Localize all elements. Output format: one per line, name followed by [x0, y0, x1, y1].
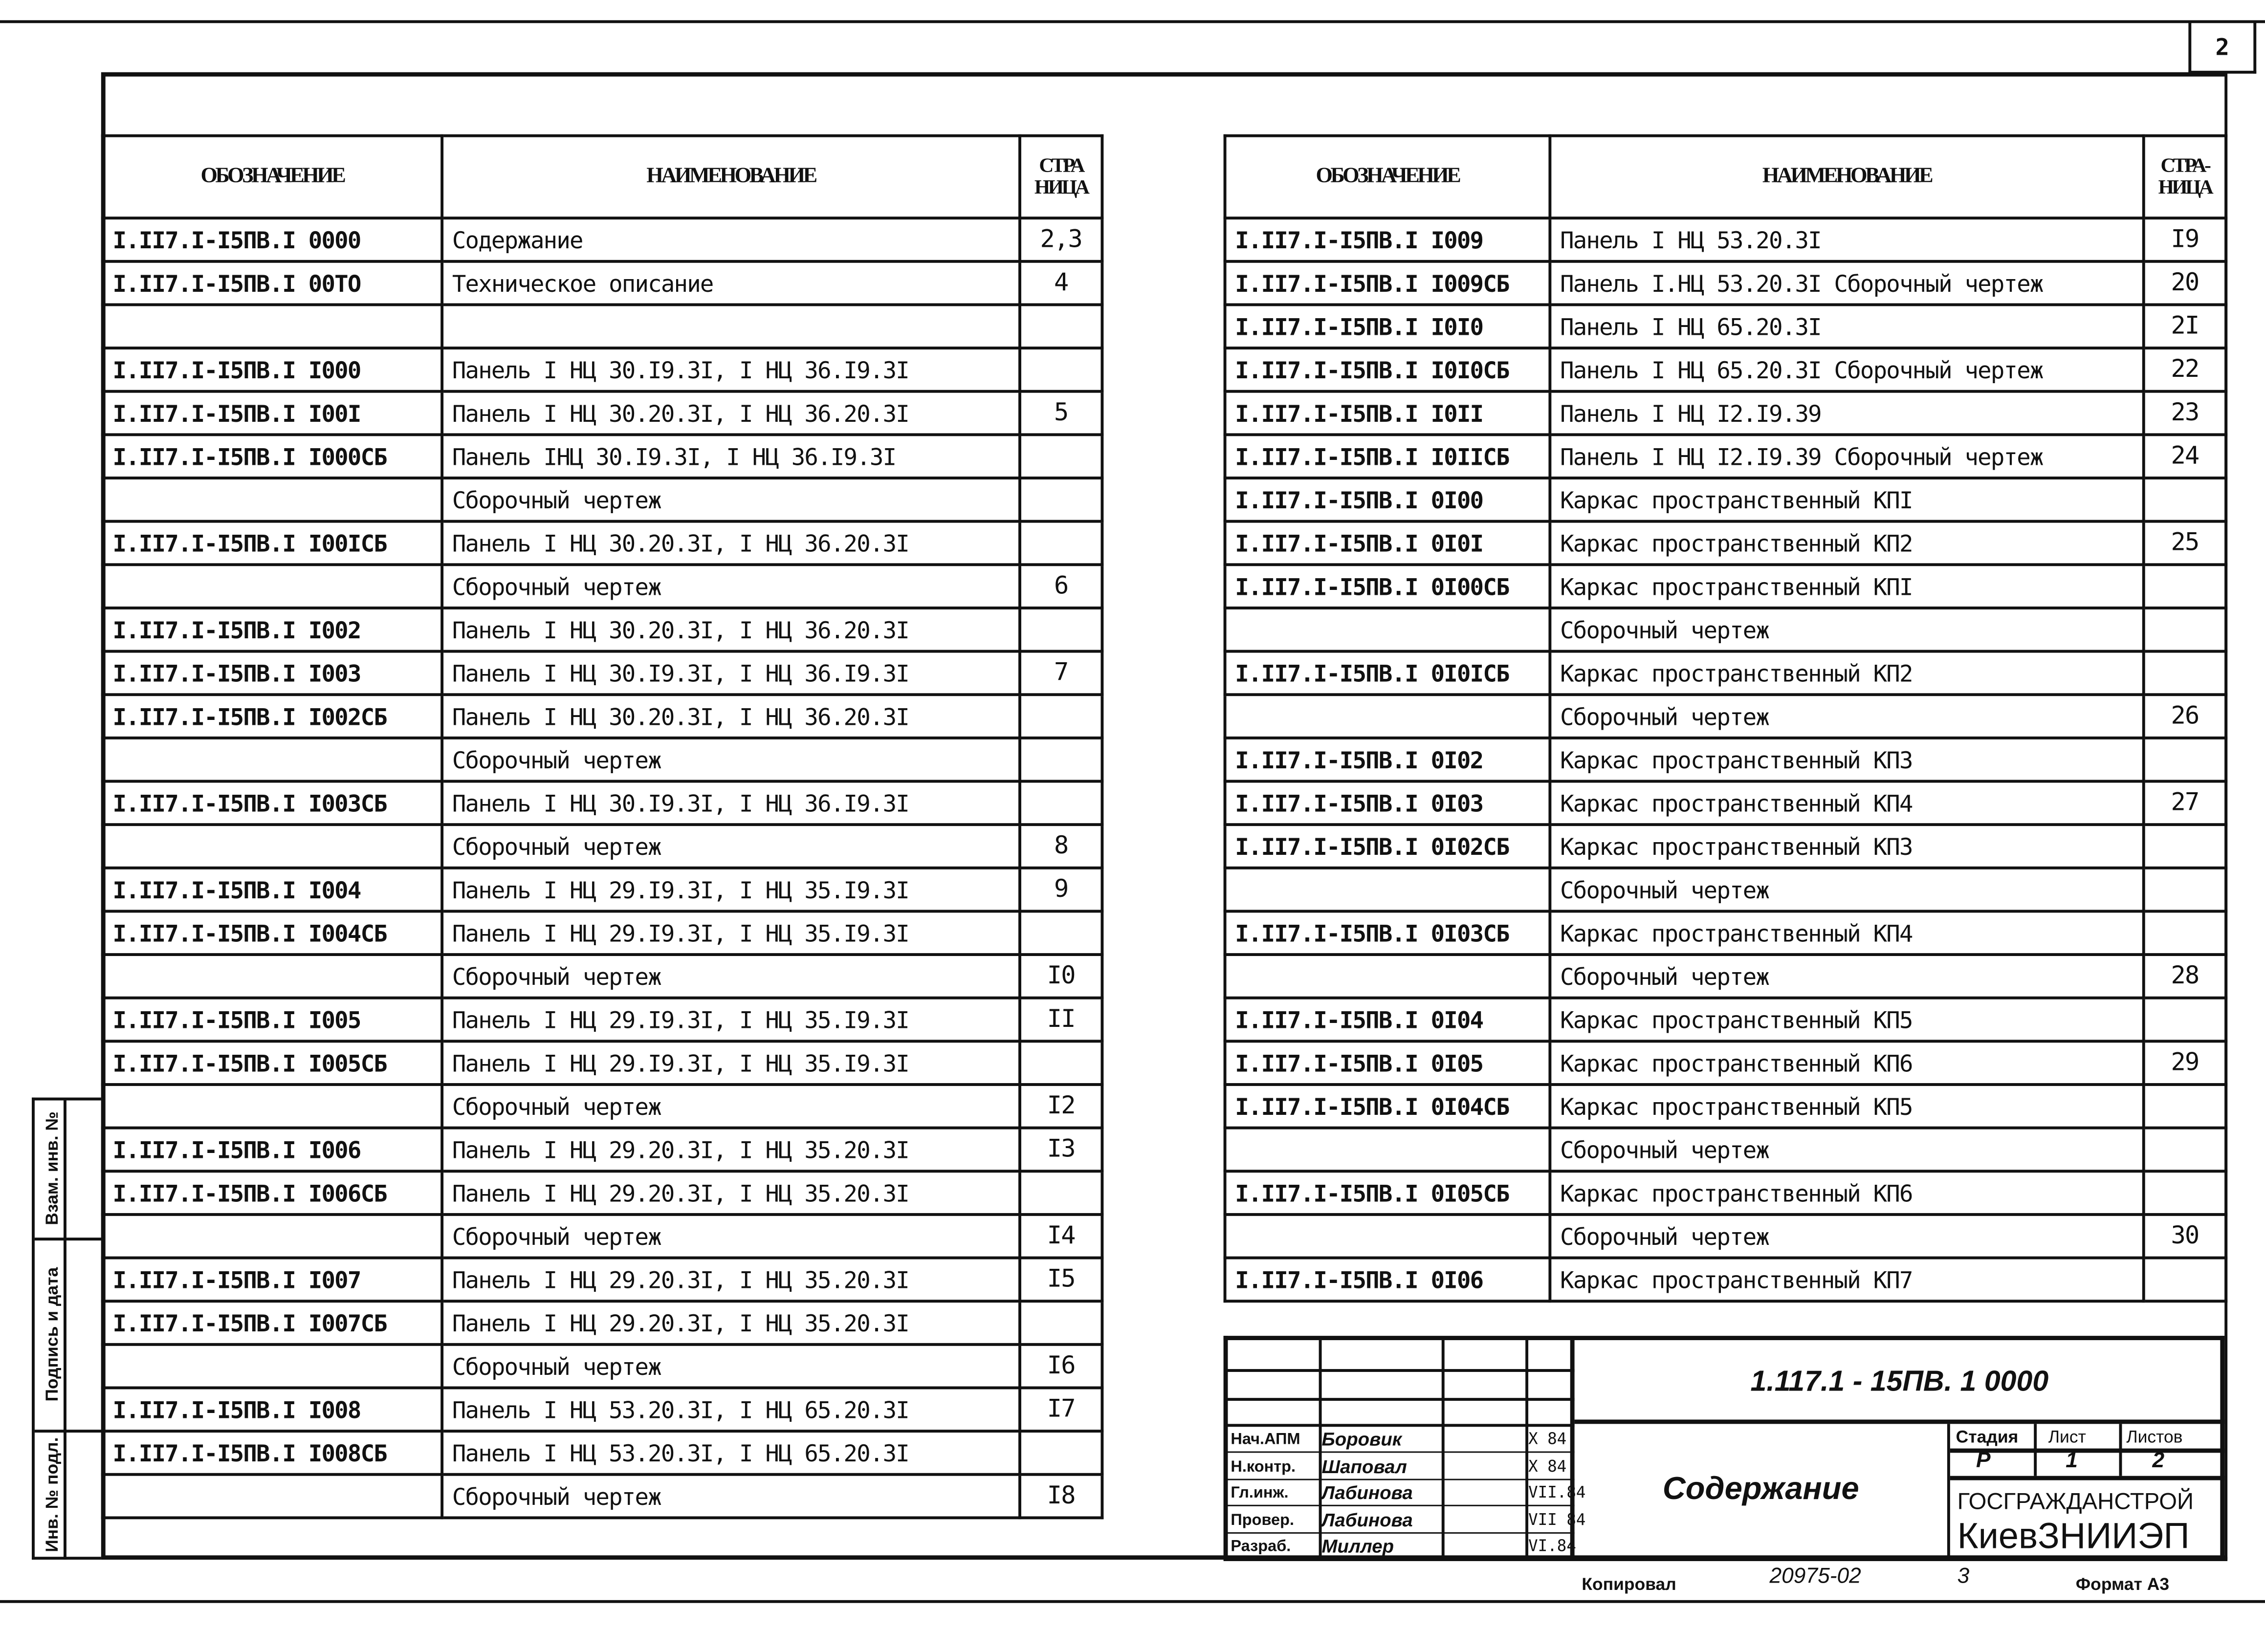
- cell-designation: I.II7.I-I5ПВ.I I009: [1225, 218, 1550, 261]
- cell-page: I8: [1020, 1475, 1102, 1518]
- cell-name: Сборочный чертеж: [1550, 868, 2143, 912]
- copied-label: Копировал: [1582, 1574, 1676, 1594]
- inv-orig-label: Инв. № подл.: [42, 1437, 63, 1552]
- cell-page: [1020, 1431, 1102, 1475]
- cell-designation: [1225, 608, 1550, 652]
- signature-date-label: Подпись и дата: [42, 1267, 63, 1402]
- header-designation: ОБОЗНАЧЕНИЕ: [103, 136, 442, 218]
- cell-page: I2: [1020, 1085, 1102, 1128]
- cell-designation: I.II7.I-I5ПВ.I I002СБ: [103, 695, 442, 738]
- org-institute: КиевЗНИИЭП: [1957, 1516, 2190, 1557]
- contents-table-left: [101, 134, 1104, 1520]
- document-title: Содержание: [1575, 1424, 1950, 1560]
- table-row: [1225, 1258, 2226, 1302]
- cell-name: [442, 304, 1020, 348]
- table-row: [1225, 825, 2226, 868]
- table-row: [1225, 868, 2226, 912]
- cell-designation: I.II7.I-I5ПВ.I I004СБ: [103, 911, 442, 955]
- signer-date: VII 84: [1528, 1510, 1586, 1529]
- table-row: [103, 478, 1102, 522]
- cell-name: Панель I НЦ 30.I9.3I, I НЦ 36.I9.3I: [442, 652, 1020, 695]
- table-row: [103, 738, 1102, 782]
- table-row: [103, 781, 1102, 825]
- sheets-label: Листов: [2126, 1427, 2183, 1447]
- cell-designation: [1225, 955, 1550, 998]
- table-row: [103, 911, 1102, 955]
- top-edge-line: [0, 20, 2265, 23]
- cell-name: Панель I НЦ 29.20.3I, I НЦ 35.20.3I: [442, 1128, 1020, 1172]
- contents-table-right: [1224, 134, 2228, 1303]
- cell-name: Каркас пространственный КП7: [1550, 1258, 2143, 1302]
- org-name: ГОСГРАЖДАНСТРОЙ: [1957, 1490, 2194, 1515]
- cell-designation: I.II7.I-I5ПВ.I 0I02СБ: [1225, 825, 1550, 868]
- cell-designation: [103, 955, 442, 998]
- signer-date: VI.84: [1528, 1536, 1576, 1556]
- cell-name: Панель I НЦ 29.I9.3I, I НЦ 35.I9.3I: [442, 998, 1020, 1042]
- cell-designation: I.II7.I-I5ПВ.I I008СБ: [103, 1431, 442, 1475]
- cell-page: I6: [1020, 1345, 1102, 1388]
- cell-page: 22: [2144, 348, 2226, 391]
- table-row: [1225, 1128, 2226, 1172]
- signer-name: Боровик: [1321, 1428, 1402, 1450]
- cell-designation: I.II7.I-I5ПВ.I 00ТО: [103, 261, 442, 305]
- cell-page: I9: [2144, 218, 2226, 261]
- cell-designation: I.II7.I-I5ПВ.I I0II: [1225, 391, 1550, 435]
- cell-designation: I.II7.I-I5ПВ.I I008: [103, 1388, 442, 1431]
- cell-name: Панель I НЦ 53.20.3I, I НЦ 65.20.3I: [442, 1388, 1020, 1431]
- cell-page: [1020, 478, 1102, 522]
- cell-page: [1020, 695, 1102, 738]
- cell-name: Каркас пространственный КП6: [1550, 1171, 2143, 1215]
- cell-designation: I.II7.I-I5ПВ.I 0I04: [1225, 998, 1550, 1042]
- cell-page: 8: [1020, 825, 1102, 868]
- cell-page: [1020, 608, 1102, 652]
- cell-designation: I.II7.I-I5ПВ.I I005: [103, 998, 442, 1042]
- cell-designation: I.II7.I-I5ПВ.I 0000: [103, 218, 442, 261]
- table-row: [1225, 391, 2226, 435]
- table-row: [1225, 218, 2226, 261]
- cell-name: Каркас пространственный КП3: [1550, 825, 2143, 868]
- cell-designation: I.II7.I-I5ПВ.I 0I0IСБ: [1225, 652, 1550, 695]
- cell-designation: I.II7.I-I5ПВ.I I000СБ: [103, 435, 442, 478]
- replace-inv-label: Взам. инв. №: [42, 1111, 63, 1225]
- signer-date: X 84: [1528, 1430, 1567, 1449]
- cell-designation: I.II7.I-I5ПВ.I 0I05СБ: [1225, 1171, 1550, 1215]
- stage-value: Р: [1976, 1448, 1991, 1473]
- table-row: [1225, 955, 2226, 998]
- table-row: [103, 1171, 1102, 1215]
- table-row: [103, 261, 1102, 305]
- table-row: [103, 1475, 1102, 1518]
- cell-page: 27: [2144, 781, 2226, 825]
- cell-page: [1020, 435, 1102, 478]
- cell-designation: [103, 478, 442, 522]
- cell-designation: I.II7.I-I5ПВ.I 0I05: [1225, 1041, 1550, 1085]
- margin-stamp: [32, 1098, 101, 1560]
- cell-page: 2I: [2144, 304, 2226, 348]
- header-name: НАИМЕНОВАНИЕ: [1550, 136, 2143, 218]
- copy-sheet-number: 3: [1957, 1564, 1970, 1589]
- cell-name: Каркас пространственный КП5: [1550, 998, 2143, 1042]
- signer-name: Миллер: [1321, 1535, 1394, 1557]
- table-row: [103, 348, 1102, 391]
- table-row: [1225, 998, 2226, 1042]
- cell-designation: [103, 1085, 442, 1128]
- cell-page: I0: [1020, 955, 1102, 998]
- cell-page: [1020, 1041, 1102, 1085]
- cell-designation: I.II7.I-I5ПВ.I 0I03СБ: [1225, 911, 1550, 955]
- cell-page: 28: [2144, 955, 2226, 998]
- cell-page: [2144, 478, 2226, 522]
- table-row: [1225, 1215, 2226, 1258]
- cell-page: 20: [2144, 261, 2226, 305]
- table-row: [103, 1215, 1102, 1258]
- table-row: [1225, 565, 2226, 608]
- sheets-value: 2: [2152, 1448, 2165, 1473]
- cell-name: Сборочный чертеж: [1550, 608, 2143, 652]
- cell-designation: I.II7.I-I5ПВ.I 0I00СБ: [1225, 565, 1550, 608]
- cell-designation: I.II7.I-I5ПВ.I I003: [103, 652, 442, 695]
- cell-designation: I.II7.I-I5ПВ.I I007СБ: [103, 1301, 442, 1345]
- cell-designation: I.II7.I-I5ПВ.I I0IIСБ: [1225, 435, 1550, 478]
- cell-name: Панель I НЦ I2.I9.39 Сборочный чертеж: [1550, 435, 2143, 478]
- table-row: [103, 1128, 1102, 1172]
- cell-page: 7: [1020, 652, 1102, 695]
- cell-name: Каркас пространственный КП4: [1550, 781, 2143, 825]
- cell-name: Сборочный чертеж: [442, 1215, 1020, 1258]
- cell-name: Панель I НЦ 65.20.3I Сборочный чертеж: [1550, 348, 2143, 391]
- cell-designation: I.II7.I-I5ПВ.I 0I02: [1225, 738, 1550, 782]
- header-page: СТРА- НИЦА: [2144, 136, 2226, 218]
- table-row: [103, 1431, 1102, 1475]
- table-row: [1225, 348, 2226, 391]
- cell-designation: [103, 825, 442, 868]
- cell-name: Сборочный чертеж: [442, 1345, 1020, 1388]
- cell-designation: I.II7.I-I5ПВ.I I006: [103, 1128, 442, 1172]
- cell-page: I5: [1020, 1258, 1102, 1302]
- table-row: [103, 435, 1102, 478]
- cell-designation: I.II7.I-I5ПВ.I I007: [103, 1258, 442, 1302]
- signer-name: Лабинова: [1321, 1481, 1413, 1503]
- cell-name: Панель I НЦ I2.I9.39: [1550, 391, 2143, 435]
- cell-name: Каркас пространственный КП2: [1550, 652, 2143, 695]
- cell-name: Панель I НЦ 30.20.3I, I НЦ 36.20.3I: [442, 391, 1020, 435]
- cell-designation: [103, 1215, 442, 1258]
- cell-name: Панель IНЦ 30.I9.3I, I НЦ 36.I9.3I: [442, 435, 1020, 478]
- cell-name: Сборочный чертеж: [442, 1085, 1020, 1128]
- cell-page: I4: [1020, 1215, 1102, 1258]
- cell-name: Панель I НЦ 30.20.3I, I НЦ 36.20.3I: [442, 695, 1020, 738]
- signer-role: Н.контр.: [1231, 1457, 1296, 1476]
- cell-name: Сборочный чертеж: [442, 478, 1020, 522]
- cell-name: Каркас пространственный КПI: [1550, 565, 2143, 608]
- cell-page: 23: [2144, 391, 2226, 435]
- cell-page: [1020, 304, 1102, 348]
- cell-designation: [103, 1475, 442, 1518]
- signer-role: Гл.инж.: [1231, 1484, 1289, 1502]
- cell-designation: I.II7.I-I5ПВ.I I006СБ: [103, 1171, 442, 1215]
- cell-page: [2144, 1171, 2226, 1215]
- table-row: [103, 695, 1102, 738]
- table-row: [103, 825, 1102, 868]
- table-row: [103, 1301, 1102, 1345]
- header-name: НАИМЕНОВАНИЕ: [442, 136, 1020, 218]
- table-row: [103, 565, 1102, 608]
- cell-page: [2144, 1085, 2226, 1128]
- table-row: [1225, 695, 2226, 738]
- table-row: [103, 608, 1102, 652]
- cell-page: [1020, 911, 1102, 955]
- cell-name: Каркас пространственный КП3: [1550, 738, 2143, 782]
- document-code: 1.117.1 - 15ПВ. 1 0000: [1575, 1340, 2225, 1424]
- cell-page: [2144, 998, 2226, 1042]
- cell-page: [2144, 911, 2226, 955]
- signer-name: Шаповал: [1321, 1455, 1407, 1477]
- table-row: [103, 304, 1102, 348]
- table-row: [1225, 435, 2226, 478]
- cell-page: 2,3: [1020, 218, 1102, 261]
- cell-name: Содержание: [442, 218, 1020, 261]
- cell-page: II: [1020, 998, 1102, 1042]
- table-row: [1225, 478, 2226, 522]
- signer-date: X 84: [1528, 1456, 1567, 1476]
- table-row: [103, 652, 1102, 695]
- cell-designation: I.II7.I-I5ПВ.I I00IСБ: [103, 522, 442, 565]
- format-label: Формат А3: [2075, 1574, 2170, 1594]
- bottom-edge-line: [0, 1600, 2265, 1603]
- table-row: [1225, 911, 2226, 955]
- cell-name: Панель I НЦ 29.20.3I, I НЦ 35.20.3I: [442, 1301, 1020, 1345]
- cell-designation: I.II7.I-I5ПВ.I I005СБ: [103, 1041, 442, 1085]
- cell-designation: I.II7.I-I5ПВ.I 0I0I: [1225, 522, 1550, 565]
- sheet-value: 1: [2066, 1448, 2078, 1473]
- cell-name: Сборочный чертеж: [442, 1475, 1020, 1518]
- cell-designation: I.II7.I-I5ПВ.I I009СБ: [1225, 261, 1550, 305]
- cell-page: [2144, 1258, 2226, 1302]
- cell-designation: I.II7.I-I5ПВ.I 0I04СБ: [1225, 1085, 1550, 1128]
- stage-block: [1950, 1424, 2224, 1476]
- cell-name: Каркас пространственный КПI: [1550, 478, 2143, 522]
- cell-page: [1020, 738, 1102, 782]
- cell-page: 30: [2144, 1215, 2226, 1258]
- cell-name: Панель I НЦ 30.20.3I, I НЦ 36.20.3I: [442, 608, 1020, 652]
- sheet-label: Лист: [2048, 1427, 2086, 1447]
- cell-designation: I.II7.I-I5ПВ.I 0I03: [1225, 781, 1550, 825]
- cell-designation: [1225, 695, 1550, 738]
- table-row: [1225, 522, 2226, 565]
- table-row: [1225, 304, 2226, 348]
- cell-name: Каркас пространственный КП6: [1550, 1041, 2143, 1085]
- table-row: [103, 1041, 1102, 1085]
- cell-name: Панель I НЦ 29.I9.3I, I НЦ 35.I9.3I: [442, 868, 1020, 912]
- cell-designation: [103, 565, 442, 608]
- cell-designation: I.II7.I-I5ПВ.I I002: [103, 608, 442, 652]
- table-row: [103, 1388, 1102, 1431]
- table-row: [103, 1258, 1102, 1302]
- cell-name: Панель I.НЦ 53.20.3I Сборочный чертеж: [1550, 261, 2143, 305]
- cell-designation: [1225, 868, 1550, 912]
- table-row: [1225, 781, 2226, 825]
- archive-number: 20975-02: [1769, 1564, 1861, 1589]
- cell-page: 4: [1020, 261, 1102, 305]
- table-row: [103, 218, 1102, 261]
- cell-page: [2144, 868, 2226, 912]
- table-row: [1225, 608, 2226, 652]
- cell-page: [2144, 1128, 2226, 1172]
- table-row: [1225, 652, 2226, 695]
- signer-role: Провер.: [1231, 1511, 1294, 1529]
- cell-name: Панель I НЦ 30.20.3I, I НЦ 36.20.3I: [442, 522, 1020, 565]
- table-row: [103, 522, 1102, 565]
- cell-designation: [1225, 1128, 1550, 1172]
- signer-role: Нач.АПМ: [1231, 1431, 1300, 1449]
- title-block: [1224, 1336, 2225, 1560]
- cell-designation: I.II7.I-I5ПВ.I I0I0: [1225, 304, 1550, 348]
- table-row: [1225, 1171, 2226, 1215]
- cell-page: [2144, 565, 2226, 608]
- cell-designation: I.II7.I-I5ПВ.I I0I0СБ: [1225, 348, 1550, 391]
- cell-designation: [1225, 1215, 1550, 1258]
- table-row: [1225, 1085, 2226, 1128]
- cell-name: Панель I НЦ 29.20.3I, I НЦ 35.20.3I: [442, 1171, 1020, 1215]
- cell-page: 29: [2144, 1041, 2226, 1085]
- header-page: СТРА НИЦА: [1020, 136, 1102, 218]
- cell-name: Сборочный чертеж: [1550, 1128, 2143, 1172]
- cell-name: Панель I НЦ 29.I9.3I, I НЦ 35.I9.3I: [442, 911, 1020, 955]
- cell-name: Сборочный чертеж: [1550, 955, 2143, 998]
- cell-name: Сборочный чертеж: [1550, 695, 2143, 738]
- signer-role: Разраб.: [1231, 1538, 1291, 1556]
- cell-page: 25: [2144, 522, 2226, 565]
- cell-designation: [103, 738, 442, 782]
- table-row: [103, 391, 1102, 435]
- cell-designation: I.II7.I-I5ПВ.I 0I06: [1225, 1258, 1550, 1302]
- page-number: 2: [2188, 22, 2256, 73]
- cell-page: [2144, 608, 2226, 652]
- table-row: [103, 998, 1102, 1042]
- cell-name: Панель I НЦ 30.I9.3I, I НЦ 36.I9.3I: [442, 781, 1020, 825]
- table-row: [1225, 1041, 2226, 1085]
- cell-name: Панель I НЦ 65.20.3I: [1550, 304, 2143, 348]
- cell-page: [2144, 825, 2226, 868]
- table-row: [1225, 261, 2226, 305]
- cell-name: Панель I НЦ 30.I9.3I, I НЦ 36.I9.3I: [442, 348, 1020, 391]
- cell-designation: [103, 1345, 442, 1388]
- cell-page: [2144, 738, 2226, 782]
- cell-page: [1020, 1301, 1102, 1345]
- cell-name: Сборочный чертеж: [442, 825, 1020, 868]
- cell-name: Сборочный чертеж: [442, 738, 1020, 782]
- cell-name: Сборочный чертеж: [442, 565, 1020, 608]
- table-row: [1225, 738, 2226, 782]
- cell-page: I7: [1020, 1388, 1102, 1431]
- cell-name: Панель I НЦ 29.20.3I, I НЦ 35.20.3I: [442, 1258, 1020, 1302]
- cell-page: 24: [2144, 435, 2226, 478]
- cell-designation: [103, 304, 442, 348]
- cell-name: Панель I НЦ 53.20.3I: [1550, 218, 2143, 261]
- cell-name: Сборочный чертеж: [442, 955, 1020, 998]
- stage-label: Стадия: [1956, 1427, 2019, 1447]
- cell-page: [1020, 522, 1102, 565]
- cell-page: I3: [1020, 1128, 1102, 1172]
- table-row: [103, 955, 1102, 998]
- signature-grid: [1228, 1340, 1586, 1560]
- cell-page: [1020, 348, 1102, 391]
- cell-page: [2144, 652, 2226, 695]
- cell-page: [1020, 781, 1102, 825]
- header-designation: ОБОЗНАЧЕНИЕ: [1225, 136, 1550, 218]
- cell-designation: I.II7.I-I5ПВ.I I004: [103, 868, 442, 912]
- cell-name: Техническое описание: [442, 261, 1020, 305]
- cell-page: 5: [1020, 391, 1102, 435]
- cell-name: Каркас пространственный КП2: [1550, 522, 2143, 565]
- cell-name: Каркас пространственный КП5: [1550, 1085, 2143, 1128]
- cell-name: Панель I НЦ 29.I9.3I, I НЦ 35.I9.3I: [442, 1041, 1020, 1085]
- table-row: [103, 1085, 1102, 1128]
- cell-page: 26: [2144, 695, 2226, 738]
- cell-name: Каркас пространственный КП4: [1550, 911, 2143, 955]
- cell-name: Сборочный чертеж: [1550, 1215, 2143, 1258]
- cell-page: [1020, 1171, 1102, 1215]
- cell-page: 9: [1020, 868, 1102, 912]
- cell-designation: I.II7.I-I5ПВ.I I003СБ: [103, 781, 442, 825]
- cell-designation: I.II7.I-I5ПВ.I I000: [103, 348, 442, 391]
- cell-designation: I.II7.I-I5ПВ.I 0I00: [1225, 478, 1550, 522]
- cell-page: 6: [1020, 565, 1102, 608]
- table-row: [103, 1345, 1102, 1388]
- cell-designation: I.II7.I-I5ПВ.I I00I: [103, 391, 442, 435]
- table-row: [103, 868, 1102, 912]
- signer-date: VII.84: [1528, 1483, 1586, 1502]
- signer-name: Лабинова: [1321, 1508, 1413, 1530]
- cell-name: Панель I НЦ 53.20.3I, I НЦ 65.20.3I: [442, 1431, 1020, 1475]
